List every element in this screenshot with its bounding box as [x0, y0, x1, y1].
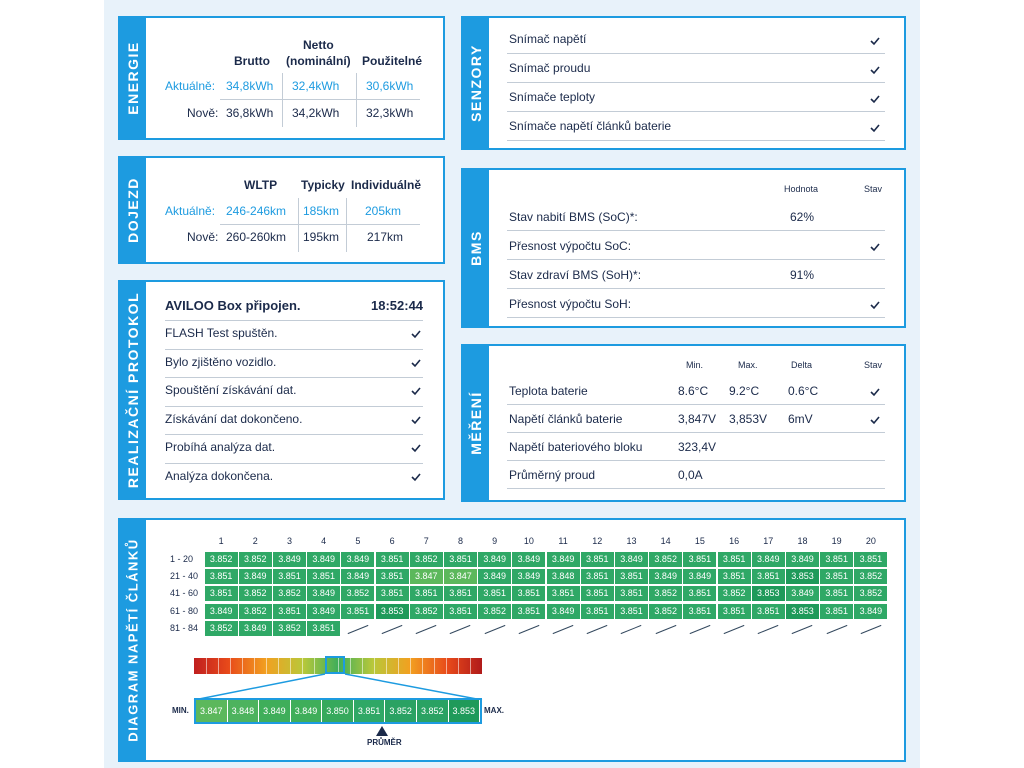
value: 217km [367, 230, 404, 244]
scale-value: 3.853 [449, 700, 481, 722]
average-label: PRŮMĚR [367, 738, 402, 747]
column-number: 12 [592, 536, 603, 546]
mereni-min: 8.6°C [678, 384, 709, 398]
column-number: 6 [389, 536, 395, 546]
cell-voltage: 3.853 [786, 604, 819, 619]
diagram-title: DIAGRAM NAPĚTÍ ČLÁNKŮ [125, 538, 141, 742]
column-number: 2 [252, 536, 258, 546]
mereni-min: 0,0A [678, 468, 703, 482]
column-number: 7 [423, 536, 429, 546]
protokol-time: 18:52:44 [371, 298, 424, 313]
cell-voltage: 3.849 [547, 552, 580, 567]
empty-cell-slash [724, 625, 745, 634]
check-icon [410, 442, 422, 454]
senzory-item: Snímač proudu [509, 61, 591, 75]
protokol-item: Bylo zjištěno vozidlo. [165, 354, 277, 369]
value: 34,2kWh [292, 106, 340, 120]
bms-tab [463, 170, 489, 326]
cell-voltage: 3.849 [478, 552, 511, 567]
cell-voltage: 3.849 [307, 586, 340, 601]
energie-tab [120, 18, 146, 138]
cell-voltage: 3.852 [478, 604, 511, 619]
value: 260-260km [226, 230, 287, 244]
cell-voltage: 3.849 [307, 604, 340, 619]
scale-value: 3.850 [322, 700, 354, 722]
column-number: 19 [831, 536, 842, 546]
cell-voltage: 3.849 [478, 569, 511, 584]
cell-voltage: 3.852 [649, 586, 682, 601]
empty-cell-slash [484, 625, 505, 634]
check-icon [869, 64, 881, 76]
bms-label: Přesnost výpočtu SoC: [509, 239, 632, 253]
check-icon [410, 471, 422, 483]
senzory-title: SENZORY [468, 44, 484, 122]
check-icon [410, 414, 422, 426]
protokol-head: AVILOO Box připojen. [165, 298, 301, 313]
mereni-label: Průměrný proud [509, 468, 596, 482]
senzory-card [461, 16, 906, 150]
mereni-label: Napětí bateriového bloku [509, 440, 643, 454]
cell-voltage: 3.852 [649, 552, 682, 567]
average-arrow-icon [376, 726, 388, 736]
protokol-item: FLASH Test spuštěn. [165, 326, 278, 340]
mereni-card [461, 344, 906, 502]
column-number: 14 [660, 536, 671, 546]
row-label: 21 - 40 [170, 571, 199, 582]
col-max: Max. [738, 360, 758, 370]
bms-value: 91% [790, 268, 815, 282]
cell-voltage: 3.851 [581, 569, 614, 584]
cell-voltage: 3.852 [854, 569, 887, 584]
scale-values [194, 698, 482, 724]
dojezd-title: DOJEZD [125, 177, 141, 243]
cell-voltage: 3.853 [752, 586, 785, 601]
cell-voltage: 3.852 [205, 621, 238, 636]
cell-voltage: 3.851 [820, 604, 853, 619]
scale-value: 3.852 [417, 700, 449, 722]
value: 185km [303, 204, 340, 218]
cell-voltage: 3.852 [239, 586, 272, 601]
empty-cell-slash [587, 625, 608, 634]
protokol-item: Získávání dat dokončeno. [165, 411, 303, 426]
col-stav: Stav [864, 184, 883, 194]
scale-value: 3.849 [259, 700, 291, 722]
scale-value: 3.851 [354, 700, 386, 722]
column-number: 1 [218, 536, 224, 546]
cell-voltage: 3.852 [410, 604, 443, 619]
column-number: 13 [626, 536, 637, 546]
empty-cell-slash [518, 625, 539, 634]
row-label: 1 - 20 [170, 554, 194, 564]
value: 32,4kWh [292, 79, 340, 93]
empty-cell-slash [621, 625, 642, 634]
cell-voltage: 3.851 [615, 586, 648, 601]
cell-voltage: 3.851 [615, 569, 648, 584]
cell-voltage: 3.851 [273, 604, 306, 619]
value: 36,8kWh [226, 106, 274, 120]
cell-voltage: 3.847 [410, 569, 443, 584]
empty-cell-slash [450, 625, 471, 634]
cell-voltage: 3.851 [410, 586, 443, 601]
energie-title: ENERGIE [125, 41, 141, 115]
bms-label: Přesnost výpočtu SoH: [509, 297, 632, 311]
cell-voltage: 3.849 [547, 604, 580, 619]
cell-voltage: 3.849 [239, 569, 272, 584]
cell-voltage: 3.851 [205, 586, 238, 601]
cell-voltage: 3.852 [205, 552, 238, 567]
cell-voltage: 3.851 [854, 552, 887, 567]
cell-voltage: 3.849 [683, 569, 716, 584]
cell-voltage: 3.851 [718, 569, 751, 584]
cell-voltage: 3.851 [512, 586, 545, 601]
cell-voltage: 3.851 [820, 569, 853, 584]
empty-cell-slash [347, 625, 368, 634]
cell-voltage: 3.851 [341, 604, 374, 619]
column-number: 5 [355, 536, 361, 546]
cell-voltage: 3.851 [273, 569, 306, 584]
diagram-tab [120, 520, 146, 760]
value: 246-246km [226, 204, 287, 218]
scale-value: 3.852 [385, 700, 417, 722]
cell-voltage: 3.851 [376, 569, 409, 584]
cell-voltage: 3.849 [752, 552, 785, 567]
cell-voltage: 3.853 [376, 604, 409, 619]
empty-cell-slash [860, 625, 881, 634]
column-number: 20 [865, 536, 876, 546]
mereni-label: Teplota baterie [509, 384, 588, 398]
row-label: 61 - 80 [170, 605, 199, 616]
protokol-card [118, 280, 445, 500]
cell-voltage: 3.849 [205, 604, 238, 619]
check-icon [410, 328, 422, 340]
col-hodnota: Hodnota [784, 184, 819, 194]
mereni-label: Napětí článků baterie [509, 412, 623, 426]
column-number: 8 [457, 536, 463, 546]
cell-voltage: 3.849 [649, 569, 682, 584]
col-individualne: Individuálně [351, 178, 422, 192]
empty-cell-slash [792, 625, 813, 634]
bms-value: 62% [790, 210, 815, 224]
cell-voltage: 3.852 [239, 552, 272, 567]
cell-voltage: 3.852 [273, 586, 306, 601]
value: 205km [365, 204, 402, 218]
cell-voltage: 3.852 [273, 621, 306, 636]
mereni-max: 9.2°C [729, 384, 760, 398]
cell-voltage: 3.851 [512, 604, 545, 619]
column-number: 9 [492, 536, 498, 546]
column-number: 15 [694, 536, 705, 546]
bms-title: BMS [468, 230, 484, 266]
scale-value: 3.847 [196, 700, 228, 722]
cell-voltage: 3.851 [547, 586, 580, 601]
check-icon [410, 357, 422, 369]
cell-voltage: 3.849 [341, 569, 374, 584]
cell-voltage: 3.852 [239, 604, 272, 619]
cell-voltage: 3.851 [752, 569, 785, 584]
scale-max-label: MAX. [484, 706, 504, 715]
protokol-tab [120, 282, 146, 498]
col-delta: Delta [791, 360, 813, 370]
empty-cell-slash [382, 625, 403, 634]
check-icon [410, 385, 422, 397]
cell-voltage: 3.851 [444, 552, 477, 567]
cell-voltage: 3.853 [786, 569, 819, 584]
scale-value: 3.848 [228, 700, 260, 722]
mereni-tab [463, 346, 489, 500]
cell-voltage: 3.851 [683, 586, 716, 601]
mereni-min: 323,4V [678, 440, 717, 454]
cell-voltage: 3.848 [547, 569, 580, 584]
row-label: Nově: [187, 230, 219, 244]
cell-voltage: 3.851 [683, 552, 716, 567]
cell-voltage: 3.851 [615, 604, 648, 619]
cell-voltage: 3.851 [820, 586, 853, 601]
check-icon [869, 299, 881, 311]
cell-voltage: 3.851 [444, 604, 477, 619]
scale-value: 3.849 [291, 700, 323, 722]
row-label: 81 - 84 [170, 622, 199, 633]
cell-voltage: 3.851 [581, 552, 614, 567]
value: 34,8kWh [226, 79, 274, 93]
cell-voltage: 3.851 [205, 569, 238, 584]
cell-voltage: 3.851 [683, 604, 716, 619]
empty-cell-slash [553, 625, 574, 634]
scale-min-label: MIN. [172, 706, 189, 715]
mereni-max: 3,853V [729, 412, 768, 426]
cell-voltage: 3.851 [376, 552, 409, 567]
empty-cell-slash [689, 625, 710, 634]
cell-voltage: 3.852 [341, 586, 374, 601]
cell-voltage: 3.849 [786, 586, 819, 601]
cell-voltage: 3.851 [478, 586, 511, 601]
cell-voltage: 3.852 [410, 552, 443, 567]
cell-voltage: 3.849 [307, 552, 340, 567]
col-brutto: Brutto [234, 54, 270, 68]
column-number: 3 [286, 536, 292, 546]
cell-voltage: 3.851 [581, 586, 614, 601]
col-typicky: Typicky [301, 178, 345, 192]
check-icon [869, 35, 881, 47]
column-number: 18 [797, 536, 808, 546]
mereni-title: MĚŘENÍ [468, 391, 484, 455]
cell-voltage: 3.852 [649, 604, 682, 619]
cell-voltage: 3.849 [239, 621, 272, 636]
column-number: 17 [763, 536, 774, 546]
cell-voltage: 3.851 [718, 604, 751, 619]
empty-cell-slash [758, 625, 779, 634]
col-wltp: WLTP [244, 178, 278, 192]
row-label: Aktuálně: [165, 79, 216, 93]
senzory-tab [463, 18, 489, 148]
protokol-item: Spouštění získávání dat. [165, 383, 297, 397]
cell-voltage: 3.849 [273, 552, 306, 567]
value: 195km [303, 230, 340, 244]
check-icon [869, 241, 881, 253]
mereni-delta: 0.6°C [788, 384, 819, 398]
cell-voltage: 3.851 [444, 586, 477, 601]
row-label: Aktuálně: [165, 204, 216, 218]
empty-cell-slash [826, 625, 847, 634]
empty-cell-slash [416, 625, 437, 634]
cell-voltage: 3.852 [718, 586, 751, 601]
col-min: Min. [686, 360, 704, 370]
check-icon [869, 414, 881, 426]
diagram-card [118, 518, 906, 762]
col-pouzitelne: Použitelné [362, 54, 423, 68]
column-number: 11 [558, 536, 568, 546]
cell-voltage: 3.851 [307, 569, 340, 584]
cell-voltage: 3.849 [854, 604, 887, 619]
bms-label: Stav nabití BMS (SoC)*: [509, 210, 638, 224]
col-stav: Stav [864, 360, 883, 370]
empty-cell-slash [655, 625, 676, 634]
senzory-item: Snímač napětí [509, 32, 587, 46]
protokol-item: Analýza dokončena. [165, 468, 274, 483]
senzory-item: Snímače teploty [509, 90, 596, 104]
column-number: 16 [729, 536, 740, 546]
value: 30,6kWh [366, 79, 414, 93]
bms-label: Stav zdraví BMS (SoH)*: [509, 268, 642, 282]
cell-voltage: 3.851 [581, 604, 614, 619]
cell-voltage: 3.849 [512, 552, 545, 567]
bms-card [461, 168, 906, 328]
col-netto-1: Netto [303, 38, 334, 52]
cell-voltage: 3.849 [512, 569, 545, 584]
protokol-item: Probíhá analýza dat. [165, 440, 276, 454]
cell-voltage: 3.851 [820, 552, 853, 567]
column-number: 10 [523, 536, 534, 546]
col-netto-2: (nominální) [286, 54, 351, 68]
value: 32,3kWh [366, 106, 414, 120]
column-number: 4 [321, 536, 327, 546]
energie-card [118, 16, 445, 140]
check-icon [869, 93, 881, 105]
cell-voltage: 3.851 [376, 586, 409, 601]
row-label: Nově: [187, 106, 219, 120]
cell-voltage: 3.851 [752, 604, 785, 619]
check-icon [869, 122, 881, 134]
protokol-title: REALIZAČNÍ PROTOKOL [125, 291, 141, 489]
row-label: 41 - 60 [170, 588, 199, 599]
mereni-delta: 6mV [788, 412, 813, 426]
check-icon [869, 386, 881, 398]
cell-voltage: 3.851 [307, 621, 340, 636]
dojezd-tab [120, 158, 146, 262]
dojezd-card [118, 156, 445, 264]
cell-voltage: 3.851 [718, 552, 751, 567]
cell-voltage: 3.849 [786, 552, 819, 567]
cell-voltage: 3.849 [615, 552, 648, 567]
senzory-item: Snímače napětí článků baterie [509, 119, 672, 133]
cell-voltage: 3.852 [854, 586, 887, 601]
cell-voltage: 3.847 [444, 569, 477, 584]
cell-voltage: 3.849 [341, 552, 374, 567]
mereni-min: 3,847V [678, 412, 717, 426]
